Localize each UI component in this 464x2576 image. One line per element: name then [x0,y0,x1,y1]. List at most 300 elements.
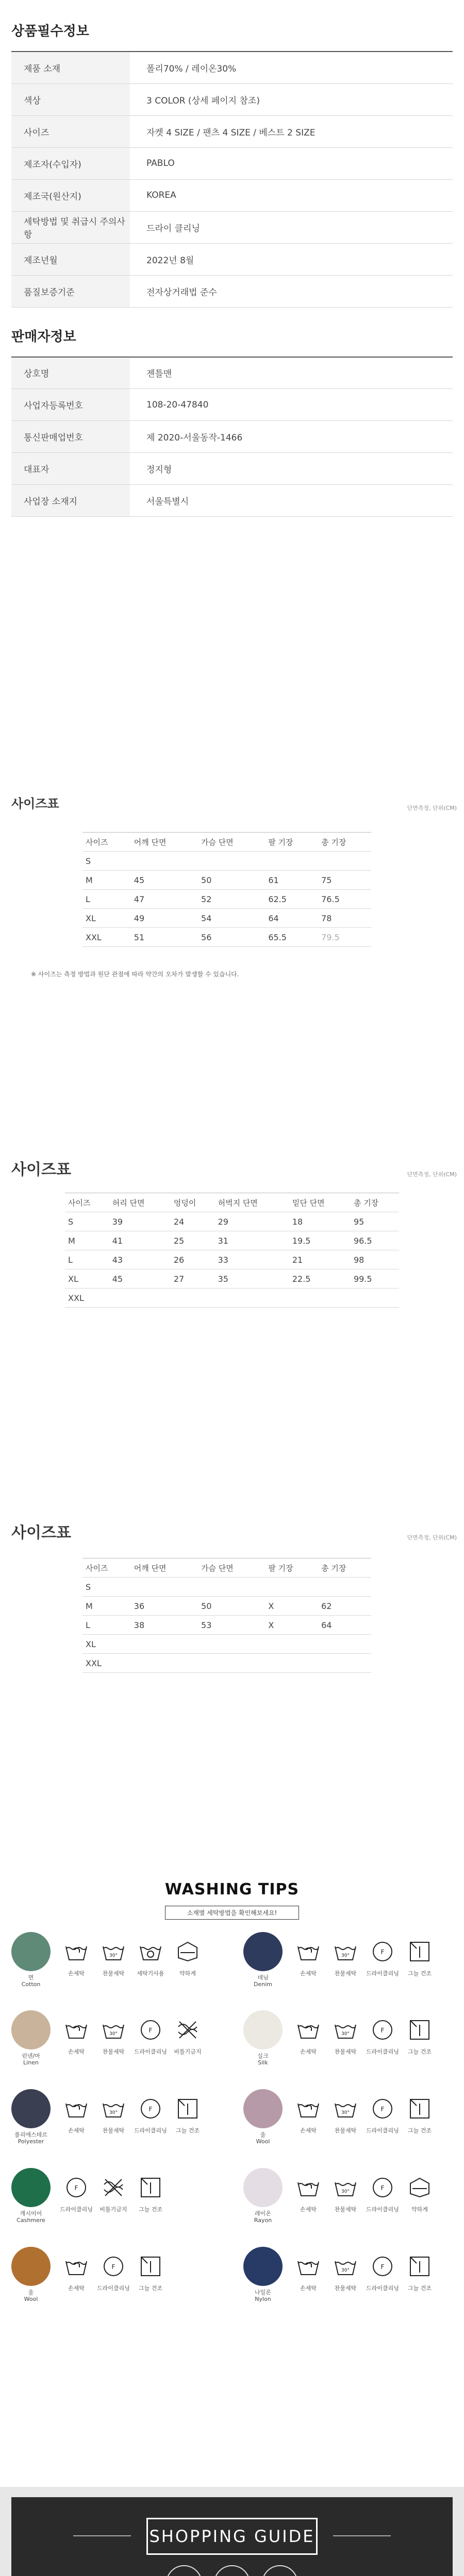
fabric-item [10,1932,52,1988]
fabric-name-en: Nylon [255,2296,271,2302]
size-cell: XL [65,1269,109,1289]
card-icon [214,2565,250,2576]
care-item [329,2010,362,2056]
table-row [82,928,371,947]
svg-text:F: F [380,1948,385,1956]
care-label: 비틀기금지 [100,2206,127,2213]
table-row [11,115,453,147]
size-cell: M [82,1597,131,1616]
care-label: 드라이클리닝 [366,2285,399,2292]
care-label: 손세탁 [300,1970,317,1977]
fabric-name-ko: 폴리에스테르 [14,2131,47,2138]
care-symbol-icon [405,2015,434,2044]
care-label: 찬물세탁 [334,2206,357,2213]
size-unit: 단면측정, 단위(CM) [407,805,457,811]
size-cell: 33 [215,1250,289,1269]
care-item [97,2089,130,2134]
size-cell: 65.5 [265,928,318,947]
care-symbol-icon [294,2252,323,2281]
care-label: 그늘 건조 [407,2048,432,2055]
care-item [97,2247,130,2292]
care-label: 드라이클리닝 [366,2127,399,2134]
size-cell: 29 [215,1212,289,1231]
column-header: 사이즈 [65,1193,109,1212]
size-cell: 62.5 [265,890,318,909]
size-note: ※ 사이즈는 측정 방법과 원단 관점에 따라 약간의 오차가 발생할 수 있습니다. [31,971,239,978]
fabric-name-ko: 울 [28,2289,34,2296]
table-row [65,1231,399,1250]
column-header: 가슴 단면 [198,833,265,852]
size-cell: 56 [198,928,265,947]
size-cell: 50 [198,1597,265,1616]
size-unit: 단면측정, 단위(CM) [407,1171,457,1178]
fabric-name [242,2053,284,2066]
size-cell: 99.5 [351,1269,399,1289]
care-label: 드라이클리닝 [366,2206,399,2213]
size-cell: 79.5 [318,928,371,947]
care-item [403,2089,436,2134]
care-label: 세탁기사용 [137,1970,164,1977]
row-value: PABLO [130,147,453,179]
table-row [82,1578,371,1597]
row-value: 서울특별시 [130,485,453,517]
row-value: 2022년 8월 [130,243,453,275]
table-row [11,485,453,517]
size-cell [171,1289,215,1308]
size-table [65,1193,399,1308]
size-table [82,1558,371,1673]
care-label: 약하게 [411,2206,428,2213]
fabric-name [10,2053,52,2066]
care-item [329,2089,362,2134]
fabric-item [242,1932,284,1988]
row-label: 제조자(수입자) [11,147,130,179]
size-cell: 41 [109,1231,171,1250]
fabric-name-en: Cotton [21,1981,41,1988]
care-symbol-icon [368,2173,397,2202]
care-symbol-icon [405,2094,434,2123]
size-cell [351,1289,399,1308]
fabric-name-ko: 린넨/마 [22,2053,40,2059]
care-symbol-icon [368,1937,397,1966]
divider [333,2535,391,2536]
table-row [11,52,453,83]
size-cell: 52 [198,890,265,909]
care-symbol-icon [99,2252,128,2281]
care-label: 그늘 건조 [407,2285,432,2292]
row-value: 정지형 [130,453,453,485]
care-symbol-icon [405,2173,434,2202]
care-symbol-icon [136,2015,165,2044]
care-label: 찬물세탁 [102,2048,125,2055]
care-symbol-icon [331,2252,360,2281]
table-row [11,243,453,275]
care-item [134,2247,167,2292]
size-cell: 21 [289,1250,351,1269]
size-cell: L [82,1616,131,1635]
table-row [11,211,453,243]
care-item [329,2168,362,2213]
fabric-swatch [11,2089,51,2128]
fabric-item [10,2089,52,2145]
table-row [82,871,371,890]
row-value: 폴리70% / 레이온30% [130,52,453,83]
size-table-title: 사이즈표 [11,1524,71,1542]
table-row [65,1289,399,1308]
care-item [292,1932,325,1977]
size-cell: 31 [215,1231,289,1250]
table-row [82,1597,371,1616]
size-cell: 18 [289,1212,351,1231]
care-symbol-icon [136,2252,165,2281]
care-item [60,1932,93,1977]
divider [73,2535,131,2536]
care-label: 손세탁 [68,2048,85,2055]
size-cell: 19.5 [289,1231,351,1250]
svg-text:30°: 30° [109,1953,118,1958]
care-symbol-icon [294,2015,323,2044]
washing-tips-title: WASHING TIPS [164,1880,300,1899]
table-row [82,909,371,928]
care-label: 그늘 건조 [138,2285,162,2292]
fabric-name-ko: 캐시미어 [20,2210,42,2217]
care-label: 찬물세탁 [334,2048,357,2055]
shopping-guide-title: SHOPPING GUIDE [146,2518,318,2555]
care-symbol-icon [99,1937,128,1966]
fabric-name-ko: 울 [260,2131,266,2138]
fabric-swatch [11,2168,51,2207]
size-unit: 단면측정, 단위(CM) [407,1534,457,1541]
size-cell: 62 [318,1597,371,1616]
care-symbol-icon [62,2015,91,2044]
care-symbol-icon [62,2094,91,2123]
svg-text:F: F [380,2263,385,2270]
column-header: 총 기장 [351,1193,399,1212]
size-cell: M [65,1231,109,1250]
row-label: 대표자 [11,453,130,485]
care-symbol-icon [405,2252,434,2281]
care-label: 찬물세탁 [334,1970,357,1977]
table-row [82,1635,371,1654]
row-label: 제품 소재 [11,52,130,83]
fabric-name [10,2131,52,2145]
column-header: 총 기장 [318,833,371,852]
table-row [11,453,453,485]
size-cell: 51 [131,928,198,947]
size-table-vest [0,1520,464,1673]
column-header: 밑단 단면 [289,1193,351,1212]
size-cell: 38 [131,1616,198,1635]
care-label: 손세탁 [68,2127,85,2134]
size-cell: X [265,1616,318,1635]
table-header-row [65,1193,399,1212]
care-item [292,2089,325,2134]
size-cell: 47 [131,890,198,909]
fabric-name [10,2210,52,2224]
fabric-name [10,2289,52,2302]
table-row [11,179,453,211]
care-item [329,2247,362,2292]
care-symbol-icon [173,2015,202,2044]
row-label: 사업자등록번호 [11,389,130,421]
svg-text:F: F [148,2106,153,2113]
size-cell: XXL [65,1289,109,1308]
fabric-name-en: Silk [258,2059,268,2066]
care-item [403,2168,436,2213]
care-item [60,2089,93,2134]
column-header: 총 기장 [318,1558,371,1578]
size-cell: 22.5 [289,1269,351,1289]
row-value: 제 2020-서울동작-1466 [130,421,453,453]
table-row [11,275,453,307]
care-label: 찬물세탁 [334,2285,357,2292]
svg-text:F: F [380,2106,385,2113]
shopping-guide-frame [11,2497,453,2576]
size-table-title: 사이즈표 [11,796,59,811]
care-label: 찬물세탁 [102,1970,125,1977]
care-item [134,2089,167,2134]
table-row [11,147,453,179]
size-cell: 95 [351,1212,399,1231]
size-cell [318,1578,371,1597]
row-label: 사업장 소재지 [11,485,130,517]
size-cell: 96.5 [351,1231,399,1250]
fabric-name-ko: 데님 [257,1974,269,1981]
column-header: 팔 기장 [265,833,318,852]
size-cell [318,1654,371,1673]
size-cell: 98 [351,1250,399,1269]
care-symbol-icon [405,1937,434,1966]
fabric-name [242,1974,284,1988]
care-symbol-icon [331,2015,360,2044]
care-symbol-icon [173,2094,202,2123]
care-item [403,2247,436,2292]
care-item [97,2168,130,2213]
care-item [134,2168,167,2213]
size-cell: 26 [171,1250,215,1269]
fabric-name [10,1974,52,1988]
column-header: 어깨 단면 [131,1558,198,1578]
fabric-name [242,2289,284,2302]
row-value: 자켓 4 SIZE / 팬츠 4 SIZE / 베스트 2 SIZE [130,115,453,147]
size-cell: X [265,1597,318,1616]
care-symbol-icon [294,2094,323,2123]
care-symbol-icon [331,2173,360,2202]
care-symbol-icon [99,2094,128,2123]
care-item [171,1932,204,1977]
care-label: 손세탁 [300,2127,317,2134]
column-header: 사이즈 [82,1558,131,1578]
care-item [403,1932,436,1977]
row-label: 색상 [11,83,130,115]
row-value: 3 COLOR (상세 페이지 참조) [130,83,453,115]
column-header: 사이즈 [82,833,131,852]
care-item [97,2010,130,2056]
care-symbol-icon [99,2173,128,2202]
care-label: 그늘 건조 [407,1970,432,1977]
care-symbol-icon [331,2094,360,2123]
care-label: 비틀기금지 [174,2048,202,2055]
row-value: 드라이 클리닝 [130,211,453,243]
care-label: 드라이클리닝 [134,2127,167,2134]
fabric-name-en: Wool [256,2138,270,2145]
truck-icon [166,2565,202,2576]
size-cell: S [82,1578,131,1597]
row-label: 제조국(원산지) [11,179,130,211]
row-label: 통신판매업번호 [11,421,130,453]
column-header: 팔 기장 [265,1558,318,1578]
fabric-item [10,2168,52,2224]
svg-text:F: F [111,2263,115,2270]
shopping-guide [0,2487,464,2576]
svg-text:F: F [380,2184,385,2192]
size-cell [198,1635,265,1654]
size-cell [198,1654,265,1673]
care-item [366,2010,399,2056]
care-item [366,1932,399,1977]
care-label: 그늘 건조 [138,2206,162,2213]
table-row [65,1269,399,1289]
column-header: 허리 단면 [109,1193,171,1212]
product-info-title: 상품필수정보 [11,24,89,39]
size-cell [215,1289,289,1308]
care-symbol-icon [368,2015,397,2044]
fabric-swatch [243,2168,283,2207]
row-value: 젠틀맨 [130,357,453,389]
table-row [82,1654,371,1673]
care-label: 드라이클리닝 [60,2206,93,2213]
size-cell: 64 [265,909,318,928]
svg-text:30°: 30° [341,2268,350,2273]
size-table-pants [0,1157,464,1308]
care-symbol-icon [173,1937,202,1966]
row-value: KOREA [130,179,453,211]
care-item [134,2010,167,2056]
fabric-swatch [11,2010,51,2049]
size-cell: 49 [131,909,198,928]
fabric-item [242,2089,284,2145]
care-symbol-icon [136,2094,165,2123]
table-row [65,1250,399,1269]
row-label: 사이즈 [11,115,130,147]
fabric-item [242,2168,284,2224]
care-item [60,2247,93,2292]
svg-text:30°: 30° [109,2110,118,2115]
care-item [403,2010,436,2056]
size-cell: 25 [171,1231,215,1250]
care-item [292,2247,325,2292]
seller-info-table [11,357,453,517]
size-cell: 53 [198,1616,265,1635]
fabric-name-en: Rayon [254,2217,272,2224]
care-label: 드라이클리닝 [134,2048,167,2055]
svg-text:F: F [148,2027,153,2034]
care-item [292,2168,325,2213]
size-cell: XL [82,909,131,928]
row-value: 108-20-47840 [130,389,453,421]
svg-text:30°: 30° [341,2031,350,2037]
care-item [366,2247,399,2292]
product-info-table [11,51,453,308]
fabric-item [242,2247,284,2302]
care-symbol-icon [294,2173,323,2202]
size-cell: 61 [265,871,318,890]
table-row [11,389,453,421]
size-cell: XXL [82,1654,131,1673]
svg-text:30°: 30° [341,2110,350,2115]
fabric-name-en: Linen [23,2059,39,2066]
table-row [11,421,453,453]
care-symbol-icon [331,1937,360,1966]
row-label: 제조년월 [11,243,130,275]
size-cell: 45 [131,871,198,890]
table-header-row [82,1558,371,1578]
care-label: 손세탁 [68,2285,85,2292]
size-cell [198,1578,265,1597]
size-cell: S [65,1212,109,1231]
size-table-title: 사이즈표 [11,1161,71,1179]
size-cell: 39 [109,1212,171,1231]
svg-text:30°: 30° [109,2031,118,2037]
fabric-item [10,2247,52,2302]
care-symbol-icon [62,2173,91,2202]
care-symbol-icon [136,2173,165,2202]
table-header-row [82,833,371,852]
care-item [171,2010,204,2056]
size-cell: 45 [109,1269,171,1289]
care-item [134,1932,167,1977]
care-item [329,1932,362,1977]
size-cell [318,1635,371,1654]
size-table-jacket [0,793,464,978]
column-header: 어깨 단면 [131,833,198,852]
care-label: 찬물세탁 [334,2127,357,2134]
care-symbol-icon [62,2252,91,2281]
svg-text:F: F [74,2184,78,2192]
size-cell: XL [82,1635,131,1654]
fabric-name-ko: 면 [28,1974,34,1981]
seller-info-title: 판매자정보 [11,329,76,345]
size-cell: 36 [131,1597,198,1616]
size-cell: 43 [109,1250,171,1269]
headset-icon [262,2565,298,2576]
care-symbol-icon [99,2015,128,2044]
fabric-name-ko: 실크 [257,2053,269,2059]
care-label: 그늘 건조 [175,2127,200,2134]
row-label: 품질보증기준 [11,275,130,307]
size-cell: L [65,1250,109,1269]
fabric-swatch [243,2247,283,2286]
fabric-name-ko: 나일론 [255,2289,271,2296]
size-cell: 76.5 [318,890,371,909]
column-header: 허벅지 단면 [215,1193,289,1212]
size-cell [131,852,198,871]
row-label: 세탁방법 및 취급시 주의사항 [11,211,130,243]
care-symbol-icon [368,2252,397,2281]
size-cell: 75 [318,871,371,890]
care-item [60,2010,93,2056]
care-label: 그늘 건조 [407,2127,432,2134]
fabric-name [242,2210,284,2224]
care-item [171,2089,204,2134]
size-cell: 24 [171,1212,215,1231]
svg-text:F: F [380,2027,385,2034]
washing-tips-subtitle: 소재별 세탁방법을 확인해보세요! [165,1906,299,1920]
size-cell: XXL [82,928,131,947]
care-label: 드라이클리닝 [97,2285,130,2292]
size-cell: L [82,890,131,909]
size-cell: 54 [198,909,265,928]
